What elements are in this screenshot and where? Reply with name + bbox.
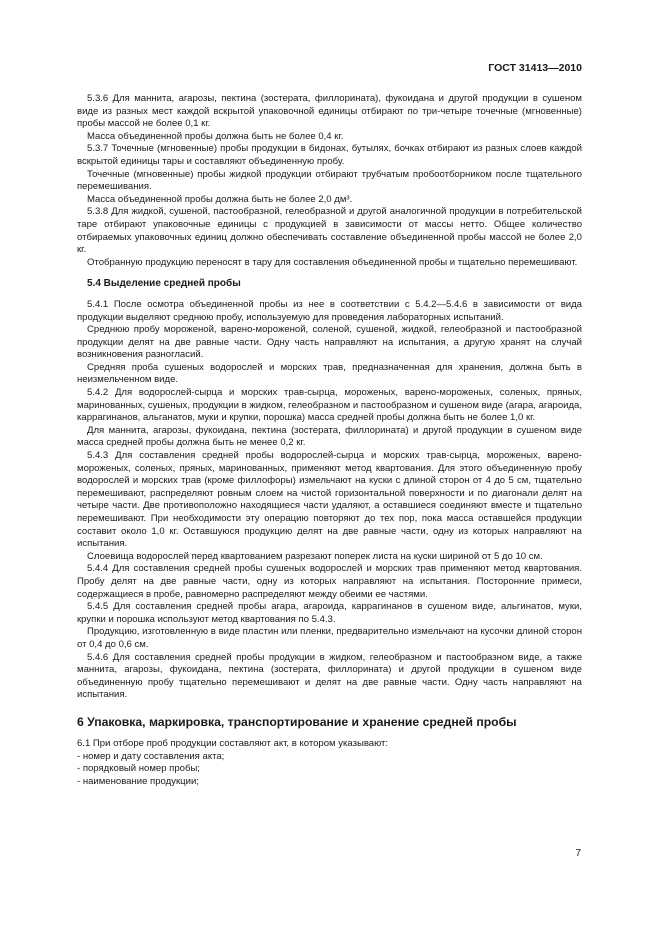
subsection-heading: 5.4 Выделение средней пробы: [87, 278, 241, 290]
paragraph: Отобранную продукцию переносят в тару для составления объединенной пробы и тщательно перемешивают.: [87, 256, 578, 268]
document-code: ГОСТ 31413—2010: [488, 62, 582, 74]
paragraph: 5.3.7 Точечные (мгновенные) пробы продукции в бидонах, бутылях, бочках отбирают из разных слоев каждой вскрытой единицы тары и составляют объединенную пробу.: [77, 143, 582, 167]
paragraph: 5.4.1 После осмотра объединенной пробы из нее в соответствии с 5.4.2—5.4.6 в зависимости от вида продукции выделяют среднюю пробу, используемую для проведения лабораторных испытаний.: [77, 298, 582, 323]
section-heading: 6 Упаковка, маркировка, транспортирование и хранение средней пробы: [77, 714, 517, 729]
document-body: [77, 93, 582, 788]
paragraph: Средняя проба сушеных водорослей и морских трав, предназначенная для хранения, должна быть в неизмельченном виде.: [77, 361, 582, 386]
paragraph: 5.4.4 Для составления средней пробы сушеных водорослей и морских трав применяют метод квартования. Пробу делят на две равные части, одну из которых направляют на испытания. Посторонние примеси, содержащиеся в пробе, равномерно распределяют между обеими ее частями.: [77, 563, 582, 600]
paragraph: 5.4.6 Для составления средней пробы продукции в жидком, гелеобразном и пастообразном виде, а также маннита, агарозы, фукоидана, пектина (зостерата, филлорината) и другой продукции в сушеном виде объединенную пробу тщательно перемешивают и делят на две равные части. Одну часть направляют на испытания.: [77, 651, 582, 701]
page-number: 7: [575, 848, 581, 859]
paragraph: Точечные (мгновенные) пробы жидкой продукции отбирают трубчатым пробоотборником после тщательного перемешивания.: [77, 168, 582, 193]
list-item: - порядковый номер пробы;: [77, 763, 200, 775]
paragraph: 5.3.8 Для жидкой, сушеной, пастообразной, гелеобразной и другой аналогичной продукции в потребительской таре отбирают упаковочные единицы с продукцией в зависимости от массы нетто. Общее количество отбираемых упаковочных единиц должно обеспечивать составление объединенной пробы массой не более 2,0 кг.: [77, 206, 582, 256]
paragraph: 5.3.6 Для маннита, агарозы, пектина (зостерата, филлорината), фукоидана и другой продукции в сушеном виде из разных мест каждой вскрытой упаковочной единицы отбирают по три-четыре точечные (мгновенные) пробы массой не более 0,1 кг.: [77, 93, 582, 130]
paragraph: Масса объединенной пробы должна быть не более 2,0 дм³.: [87, 193, 353, 205]
paragraph: 5.4.5 Для составления средней пробы агара, агароида, каррагинанов в сушеном виде, альгинатов, муки, крупки и порошка используют метод квартования по 5.4.3.: [77, 601, 582, 625]
paragraph: 5.4.3 Для составления средней пробы водорослей-сырца и морских трав-сырца, мороженых, варено-мороженых, соленых, пряных, маринованных, применяют метод квартования. Для этого объединенную пробу водорослей и морских трав (кроме филлофоры) измельчают на куски с длиной сторон от 4 до 5 см, тщательно перемешивают, распределяют ровным слоем на чистой горизонтальной поверхности и по диагонали делят на четыре части. Две противоположно находящиеся части удаляют, а оставшиеся соединяют вместе и тщательно перемешивают. При необходимости эту операцию повторяют до тех пор, пока масса оставшейся продукции составит около 1,0 кг. Оставшуюся продукцию делят на две равные части, одну из которых направляют на испытания.: [77, 450, 582, 550]
paragraph: Среднюю пробу мороженой, варено-мороженой, соленой, сушеной, жидкой, гелеобразной и пастообразной продукции делят на две равные части. Одну часть направляют на испытания, а другую хранят на случай возникновения разногласий.: [77, 324, 582, 361]
paragraph: Продукцию, изготовленную в виде пластин или пленки, предварительно измельчают на кусочки длиной сторон от 0,4 до 0,6 см.: [77, 626, 582, 650]
list-item: - номер и дату составления акта;: [77, 750, 225, 762]
paragraph: 5.4.2 Для водорослей-сырца и морских трав-сырца, мороженых, варено-мороженых, соленых, пряных, маринованных, сушеных, продукции в жидком, гелеобразном и пастообразном и сушеном виде (агара, агароида, каррагинанов, альганатов, муки и крупки, порошка) масса средней пробы должна быть не более 1,0 кг.: [77, 387, 582, 424]
paragraph: 6.1 При отборе проб продукции составляют акт, в котором указывают:: [77, 737, 389, 749]
list-item: - наименование продукции;: [77, 775, 199, 787]
paragraph: Масса объединенной пробы должна быть не более 0,4 кг.: [87, 130, 344, 142]
paragraph: Слоевища водорослей перед квартованием разрезают поперек листа на куски шириной от 5 до 10 см.: [87, 550, 543, 562]
paragraph: Для маннита, агарозы, фукоидана, пектина (зостерата, филлорината) и другой продукции в сушеном виде масса средней пробы должна быть не менее 0,2 кг.: [77, 424, 582, 449]
